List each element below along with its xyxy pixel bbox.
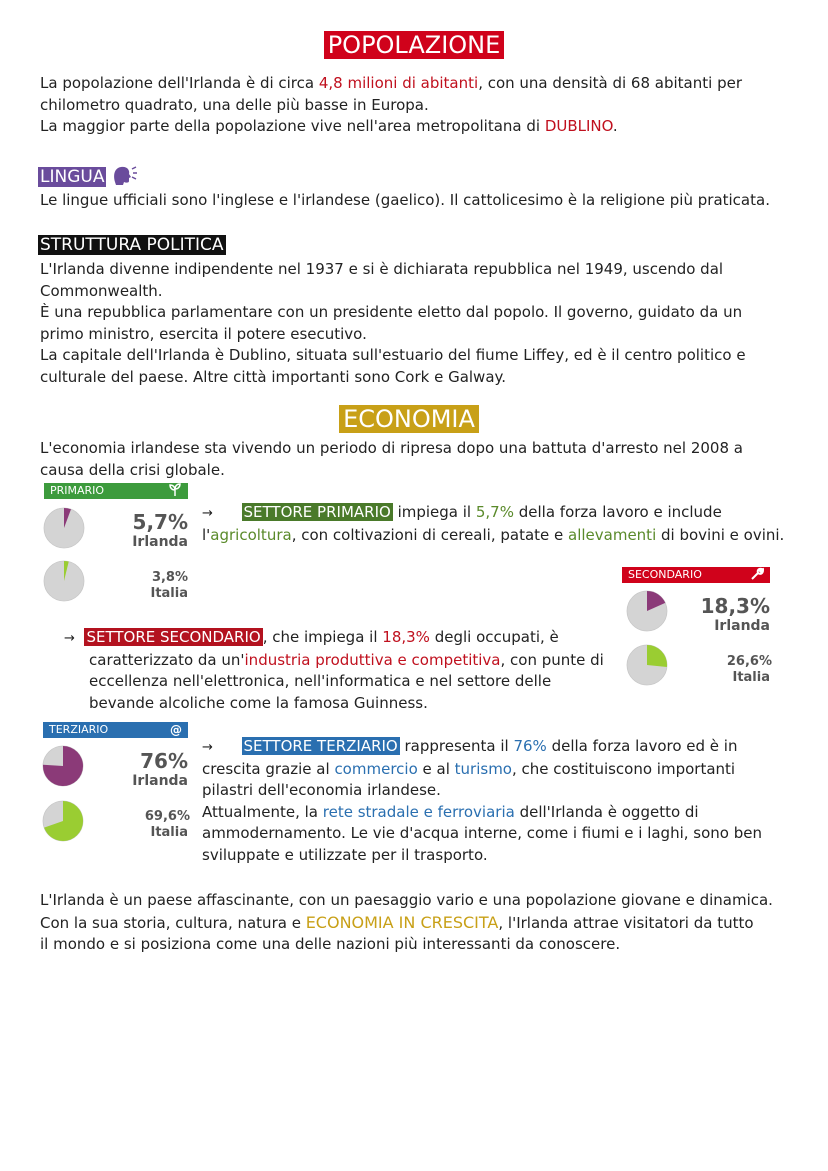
terziario-t2: della forza lavoro ed è in bbox=[546, 737, 738, 755]
popolazione-p2b: . bbox=[612, 117, 618, 135]
pie-slice bbox=[647, 645, 667, 667]
primario-t5: di bovini e ovini. bbox=[656, 525, 785, 544]
popolazione-p1a: La popolazione dell'Irlanda è di circa bbox=[40, 74, 319, 92]
conclusione-l1: L'Irlanda è un paese affascinante, con un paesaggio vario e una popolazione giovane e dinamica. bbox=[40, 891, 773, 909]
economia-intro-line1: L'economia irlandese sta vivendo un periodo di ripresa dopo una battuta d'arresto nel 2008 a bbox=[40, 439, 743, 457]
secondario-italia-pct: 26,6% bbox=[726, 654, 772, 669]
conclusione-l2b: , l'Irlanda attrae visitatori da tutto bbox=[498, 913, 754, 932]
politica-line: L'Irlanda divenne indipendente nel 1937 e si è dichiarata repubblica nel 1949, uscendo dal bbox=[40, 260, 724, 278]
terziario-t3: crescita grazie al bbox=[202, 759, 335, 778]
primario-t1: impiega il bbox=[392, 503, 476, 521]
conclusione-l3: il mondo e si posiziona come una delle nazioni più interessanti da conoscere. bbox=[40, 935, 621, 953]
primario-pct-inline: 5,7% bbox=[475, 503, 514, 521]
primario-irlanda-pct: 5,7% bbox=[132, 510, 188, 534]
terziario-pct-inline: 76% bbox=[513, 737, 547, 755]
terziario-italia-label: Italia bbox=[150, 825, 188, 840]
pie-primario-italia bbox=[43, 560, 85, 602]
secondario-irlanda-label: Irlanda bbox=[714, 618, 770, 634]
terziario-bar-label: TERZIARIO bbox=[49, 723, 109, 736]
primario-t3: l' bbox=[202, 525, 211, 544]
secondario-t5: eccellenza nell'elettronica, nell'informatica e nel settore delle bbox=[89, 672, 552, 690]
politica-line: primo ministro, esercita il potere esecutivo. bbox=[40, 324, 367, 343]
popolazione-p2a: La maggior parte della popolazione vive nell'area metropolitana di bbox=[40, 117, 545, 135]
terziario-bar bbox=[43, 722, 188, 738]
secondario-t6: bevande alcoliche come la famosa Guinness. bbox=[89, 693, 428, 712]
pie-secondario-italia bbox=[626, 644, 668, 686]
primario-t2: della forza lavoro e include bbox=[513, 503, 722, 521]
primario-highlight: SETTORE PRIMARIO bbox=[243, 503, 391, 521]
arrow-icon: → bbox=[64, 631, 75, 646]
secondario-italia-label: Italia bbox=[732, 670, 770, 685]
popolazione-highlight-abitanti: 4,8 milioni di abitanti bbox=[318, 74, 479, 92]
terziario-irlanda-pct: 76% bbox=[140, 749, 188, 773]
economia-title: ECONOMIA bbox=[339, 405, 479, 433]
speaking-head-icon bbox=[112, 164, 138, 190]
terziario-t8: dell'Irlanda è oggetto di bbox=[514, 802, 699, 821]
terziario-commercio: commercio bbox=[334, 759, 418, 778]
lingua-text: Le lingue ufficiali sono l'inglese e l'irlandese (gaelico). Il cattolicesimo è la religione più praticata. bbox=[40, 191, 770, 209]
secondario-industria: industria produttiva e competitiva bbox=[244, 650, 501, 669]
terziario-t6: pilastri dell'economia irlandese. bbox=[202, 781, 441, 799]
lingua-title: LINGUA bbox=[40, 166, 105, 187]
secondario-text bbox=[64, 627, 624, 714]
secondario-pct-inline: 18,3% bbox=[382, 628, 430, 646]
conclusione-l2a: Con la sua storia, cultura, natura e bbox=[40, 913, 306, 932]
arrow-icon: → bbox=[202, 506, 213, 521]
primario-t4: , con coltivazioni di cereali, patate e bbox=[291, 525, 569, 544]
terziario-t5: , che costituiscono importanti bbox=[511, 759, 736, 778]
at-icon: @ bbox=[170, 723, 182, 737]
primario-irlanda-label: Irlanda bbox=[132, 534, 188, 550]
secondario-bar bbox=[622, 567, 770, 583]
popolazione-p1c: chilometro quadrato, una delle più basse in Europa. bbox=[40, 95, 429, 114]
economia-intro bbox=[40, 438, 810, 481]
politica-line: La capitale dell'Irlanda è Dublino, situata sull'estuario del fiume Liffey, ed è il centro politico e bbox=[40, 346, 746, 364]
sprout-icon bbox=[168, 483, 182, 501]
pie-terziario-irlanda bbox=[42, 745, 84, 787]
politica-heading bbox=[38, 235, 226, 256]
politica-line: Commonwealth. bbox=[40, 281, 163, 300]
lingua-heading bbox=[38, 164, 138, 190]
primario-bar bbox=[44, 483, 188, 499]
primario-italia-label: Italia bbox=[150, 586, 188, 601]
terziario-highlight: SETTORE TERZIARIO bbox=[243, 737, 398, 755]
terziario-t1: rappresenta il bbox=[399, 737, 514, 755]
terziario-irlanda-label: Irlanda bbox=[132, 773, 188, 789]
secondario-irlanda-pct: 18,3% bbox=[700, 594, 770, 618]
arrow-icon: → bbox=[202, 740, 213, 755]
terziario-text bbox=[202, 736, 812, 866]
conclusione-text bbox=[40, 890, 815, 956]
secondario-t3: caratterizzato da un' bbox=[89, 650, 245, 669]
wrench-icon bbox=[750, 567, 764, 585]
economia-intro-line2: causa della crisi globale. bbox=[40, 460, 225, 479]
popolazione-highlight-dublino: DUBLINO bbox=[544, 117, 613, 135]
terziario-turismo: turismo bbox=[454, 759, 512, 778]
terziario-t4: e al bbox=[417, 759, 455, 778]
popolazione-p1b: , con una densità di 68 abitanti per bbox=[478, 74, 742, 92]
primario-text bbox=[202, 502, 802, 546]
primario-allevamenti: allevamenti bbox=[568, 525, 657, 544]
secondario-t1: , che impiega il bbox=[262, 628, 383, 646]
pie-primario-irlanda bbox=[43, 507, 85, 549]
pie-terziario-italia bbox=[42, 800, 84, 842]
primario-agricoltura: agricoltura bbox=[210, 525, 292, 544]
terziario-t9: ammodernamento. Le vie d'acqua interne, come i fiumi e i laghi, sono ben bbox=[202, 824, 762, 842]
secondario-highlight: SETTORE SECONDARIO bbox=[86, 628, 261, 646]
secondario-t4: , con punte di bbox=[500, 650, 604, 669]
secondario-bar-label: SECONDARIO bbox=[628, 568, 702, 581]
economia-title-wrap bbox=[0, 404, 818, 434]
politica-line: È una repubblica parlamentare con un presidente eletto dal popolo. Il governo, guidato da un bbox=[40, 303, 743, 321]
primario-bar-label: PRIMARIO bbox=[50, 484, 105, 497]
terziario-rete: rete stradale e ferroviaria bbox=[322, 802, 515, 821]
primario-italia-pct: 3,8% bbox=[151, 570, 188, 585]
conclusione-economia-crescita: ECONOMIA IN CRESCITA bbox=[305, 912, 499, 932]
popolazione-text bbox=[40, 73, 800, 138]
terziario-t7: Attualmente, la bbox=[202, 802, 323, 821]
politica-title: STRUTTURA POLITICA bbox=[40, 235, 224, 255]
pie-secondario-irlanda bbox=[626, 590, 668, 632]
terziario-t10: sviluppate e utilizzate per il trasporto. bbox=[202, 845, 488, 864]
politica-text bbox=[40, 259, 810, 388]
popolazione-title: POPOLAZIONE bbox=[324, 31, 505, 59]
popolazione-title-wrap bbox=[0, 30, 828, 60]
terziario-italia-pct: 69,6% bbox=[144, 809, 190, 824]
secondario-t2: degli occupati, è bbox=[429, 628, 559, 646]
politica-line: culturale del paese. Altre città importanti sono Cork e Galway. bbox=[40, 367, 507, 386]
